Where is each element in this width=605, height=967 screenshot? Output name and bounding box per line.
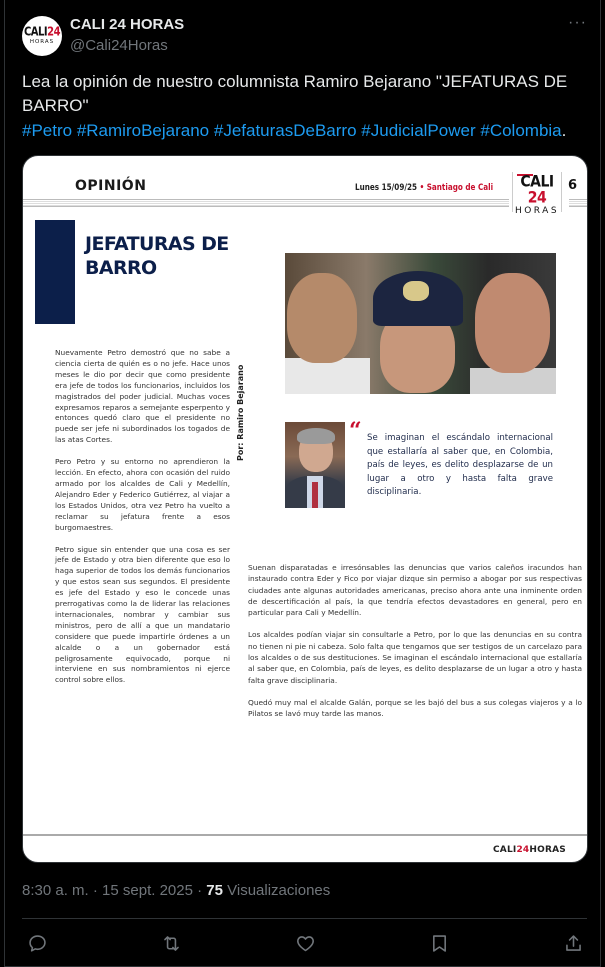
dateline: Lunes 15/09/25 • Santiago de Cali (355, 183, 494, 193)
timestamp[interactable]: 8:30 a. m. · 15 sept. 2025 · (22, 882, 207, 899)
trailing-period: . (561, 121, 567, 140)
heart-icon (295, 933, 316, 954)
right-paragraph: Suenan disparatadas e irresónsables las denuncias que varios caleños iracundos han instaurado contra Eder y Fico por viajar dizque sin permiso a abogar por sus respectivas ciudades ante algunas autoridades americanas, preciso ahora ante una inminente orden de descertificación al país, la que tendría efectos devastadores en general, pero en particular para Cali y Medellín. (248, 563, 582, 618)
action-bar (0, 925, 605, 963)
politicians-photo (285, 253, 556, 394)
pull-quote: Se imaginan el escándalo internacional que estallaría al saber que, en Colombia, país de leyes, es delito desplazarse de un lugar a otro y hasta falta grave disciplinaria. (367, 433, 553, 497)
reply-icon (27, 933, 48, 954)
byline: Por: Ramiro Bejarano (236, 364, 245, 461)
left-paragraph: Nuevamente Petro demostró que no sabe a ciencia cierta de quién es o no jefe. Hace unos meses le dio por decir que como presidente era jefe de todos los funcionarios, incluidos los magistrados del poder judicial. Muchas voces expresamos reparos a semejante esperpento y entonces quedó claro que el presidente no puede ser jefe ni subordinados los togados de las atas Cortes. (55, 348, 230, 445)
views-label: Visualizaciones (222, 882, 331, 899)
hashtag-jefaturasdebarro[interactable]: #JefaturasDeBarro (213, 121, 357, 140)
retweet-button[interactable] (158, 930, 184, 956)
hashtag-petro[interactable]: #Petro (22, 121, 73, 140)
header-rule-right (569, 199, 588, 207)
logo-line2: HORAS (514, 206, 560, 216)
author-tie (312, 482, 318, 508)
attached-newspaper-image[interactable] (22, 155, 588, 863)
author-photo (285, 422, 345, 508)
cap-badge (403, 281, 429, 301)
divider (22, 918, 587, 919)
reply-button[interactable] (24, 930, 50, 956)
newspaper-logo (512, 172, 562, 216)
tweet-meta (22, 882, 330, 899)
hashtag-ramirobejarano[interactable]: #RamiroBejarano (76, 121, 210, 140)
page-number: 6 (568, 178, 578, 193)
share-button[interactable] (560, 930, 586, 956)
photo-figure (285, 358, 370, 394)
like-button[interactable] (292, 930, 318, 956)
header-rule (23, 199, 509, 207)
photo-figure (475, 273, 550, 373)
footer-rule (23, 834, 588, 836)
headline: JEFATURAS DE BARRO (85, 233, 229, 279)
share-icon (563, 933, 584, 954)
photo-figure (287, 273, 357, 363)
right-paragraph: Los alcaldes podían viajar sin consultarle a Petro, por lo que las denuncias en su contra no tienen ni pie ni cabeza. Solo falta que tengamos que ser testigos de un carcelazo para los alcaldes o de sus destituciones. Se imaginan el escándalo internacional que estallaría al saber que, en Colombia, país de leyes, es delito desplazarse de un lugar a otro y hasta falta grave disciplinaria. (248, 630, 582, 685)
display-name[interactable]: CALI 24 HORAS (70, 16, 185, 33)
left-paragraph: Petro sigue sin entender que una cosa es ser jefe de Estado y otra bien diferente que eso lo haga superior de todos los demás funcionarios y que estos sean sus segundos. El presidente es jefe del Estado y eso le concede unas prerrogativas como la de liderar las relaciones internacionales, nombrar y cambiar sus ministros, pero de allí a que un mandatario considere que puede impartirle órdenes a un alcalde o a un gobernador está peligrosamente equivocado, porque ni interviene en sus nombramientos ni ejerce control sobre ellos. (55, 544, 230, 685)
quote-icon: “ (349, 418, 362, 444)
avatar[interactable] (22, 16, 62, 56)
section-label: OPINIÓN (75, 178, 147, 194)
bookmark-icon (429, 933, 450, 954)
bookmark-button[interactable] (426, 930, 452, 956)
views-count: 75 (206, 882, 223, 899)
hashtag-colombia[interactable]: #Colombia (480, 121, 562, 140)
author-hair (297, 428, 335, 444)
footer-logo: CALI24HORAS (493, 845, 566, 855)
left-column (55, 348, 230, 697)
left-paragraph: Pero Petro y su entorno no aprendieron la lección. En efecto, ahora con ocasión del ruido armado por los alcaldes de Cali y Medellín, Alejandro Eder y Federico Gutiérrez, al viajar a los Estados Unidos, otra vez Petro ha vuelto a reclamar su jefatura frente a esos burgomaestres. (55, 457, 230, 532)
more-horizontal-icon[interactable]: ··· (568, 14, 587, 31)
hashtags (22, 119, 566, 143)
right-column (248, 562, 582, 731)
headline-accent-bar (35, 220, 75, 324)
right-paragraph: Quedó muy mal el alcalde Galán, porque se les bajó del bus a sus colegas viajeros y a lo Pilatos se lavó muy tarde las manos. (248, 697, 582, 719)
tweet-text: Lea la opinión de nuestro columnista Ramiro Bejarano "JEFATURAS DE BARRO" (22, 72, 568, 115)
avatar-logo-top: CALI24 (23, 25, 61, 39)
hashtag-judicialpower[interactable]: #JudicialPower (361, 121, 476, 140)
avatar-logo-bottom: HORAS (29, 38, 55, 45)
user-handle[interactable]: @Cali24Horas (70, 37, 168, 54)
logo-line1: CALI 24 (520, 172, 554, 208)
retweet-icon (161, 933, 182, 954)
